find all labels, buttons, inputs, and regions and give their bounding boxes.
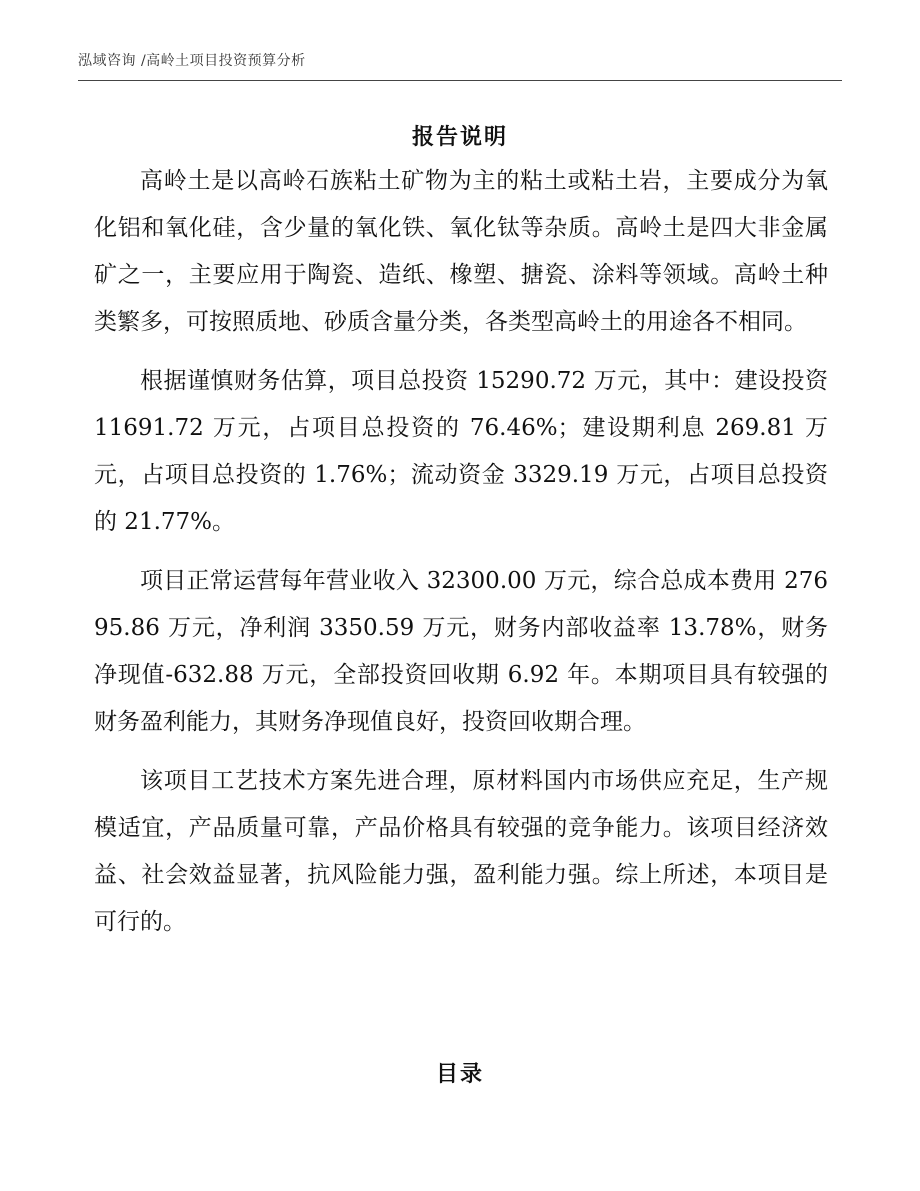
header-divider <box>78 80 842 81</box>
paragraph-investment: 根据谨慎财务估算，项目总投资 15290.72 万元，其中：建设投资 11691.72 万元，占项目总投资的 76.46%；建设期利息 269.81 万元，占项目总投资的 1.76%；流动资金 3329.19 万元，占项目总投资的 21.77%。 <box>94 368 828 535</box>
paragraph-revenue: 项目正常运营每年营业收入 32300.00 万元，综合总成本费用 27695.86 万元，净利润 3350.59 万元，财务内部收益率 13.78%，财务净现值-632.88 万元，全部投资回收期 6.92 年。本期项目具有较强的财务盈利能力，其财务净现值良好，投资回收期合理。 <box>94 568 828 735</box>
page-header: 泓域咨询 /高岭土项目投资预算分析 <box>78 53 306 69</box>
toc-title: 目录 <box>435 1061 484 1087</box>
paragraph-conclusion: 该项目工艺技术方案先进合理，原材料国内市场供应充足，生产规模适宜，产品质量可靠，产品价格具有较强的竞争能力。该项目经济效益、社会效益显著，抗风险能力强，盈利能力强。综上所述，本项目是可行的。 <box>94 768 828 935</box>
report-title: 报告说明 <box>411 124 508 150</box>
report-body <box>94 158 828 946</box>
paragraph-intro: 高岭土是以高岭石族粘土矿物为主的粘土或粘土岩，主要成分为氧化铝和氧化硅，含少量的氧化铁、氧化钛等杂质。高岭土是四大非金属矿之一，主要应用于陶瓷、造纸、橡塑、搪瓷、涂料等领域。高岭土种类繁多，可按照质地、砂质含量分类，各类型高岭土的用途各不相同。 <box>94 168 828 335</box>
